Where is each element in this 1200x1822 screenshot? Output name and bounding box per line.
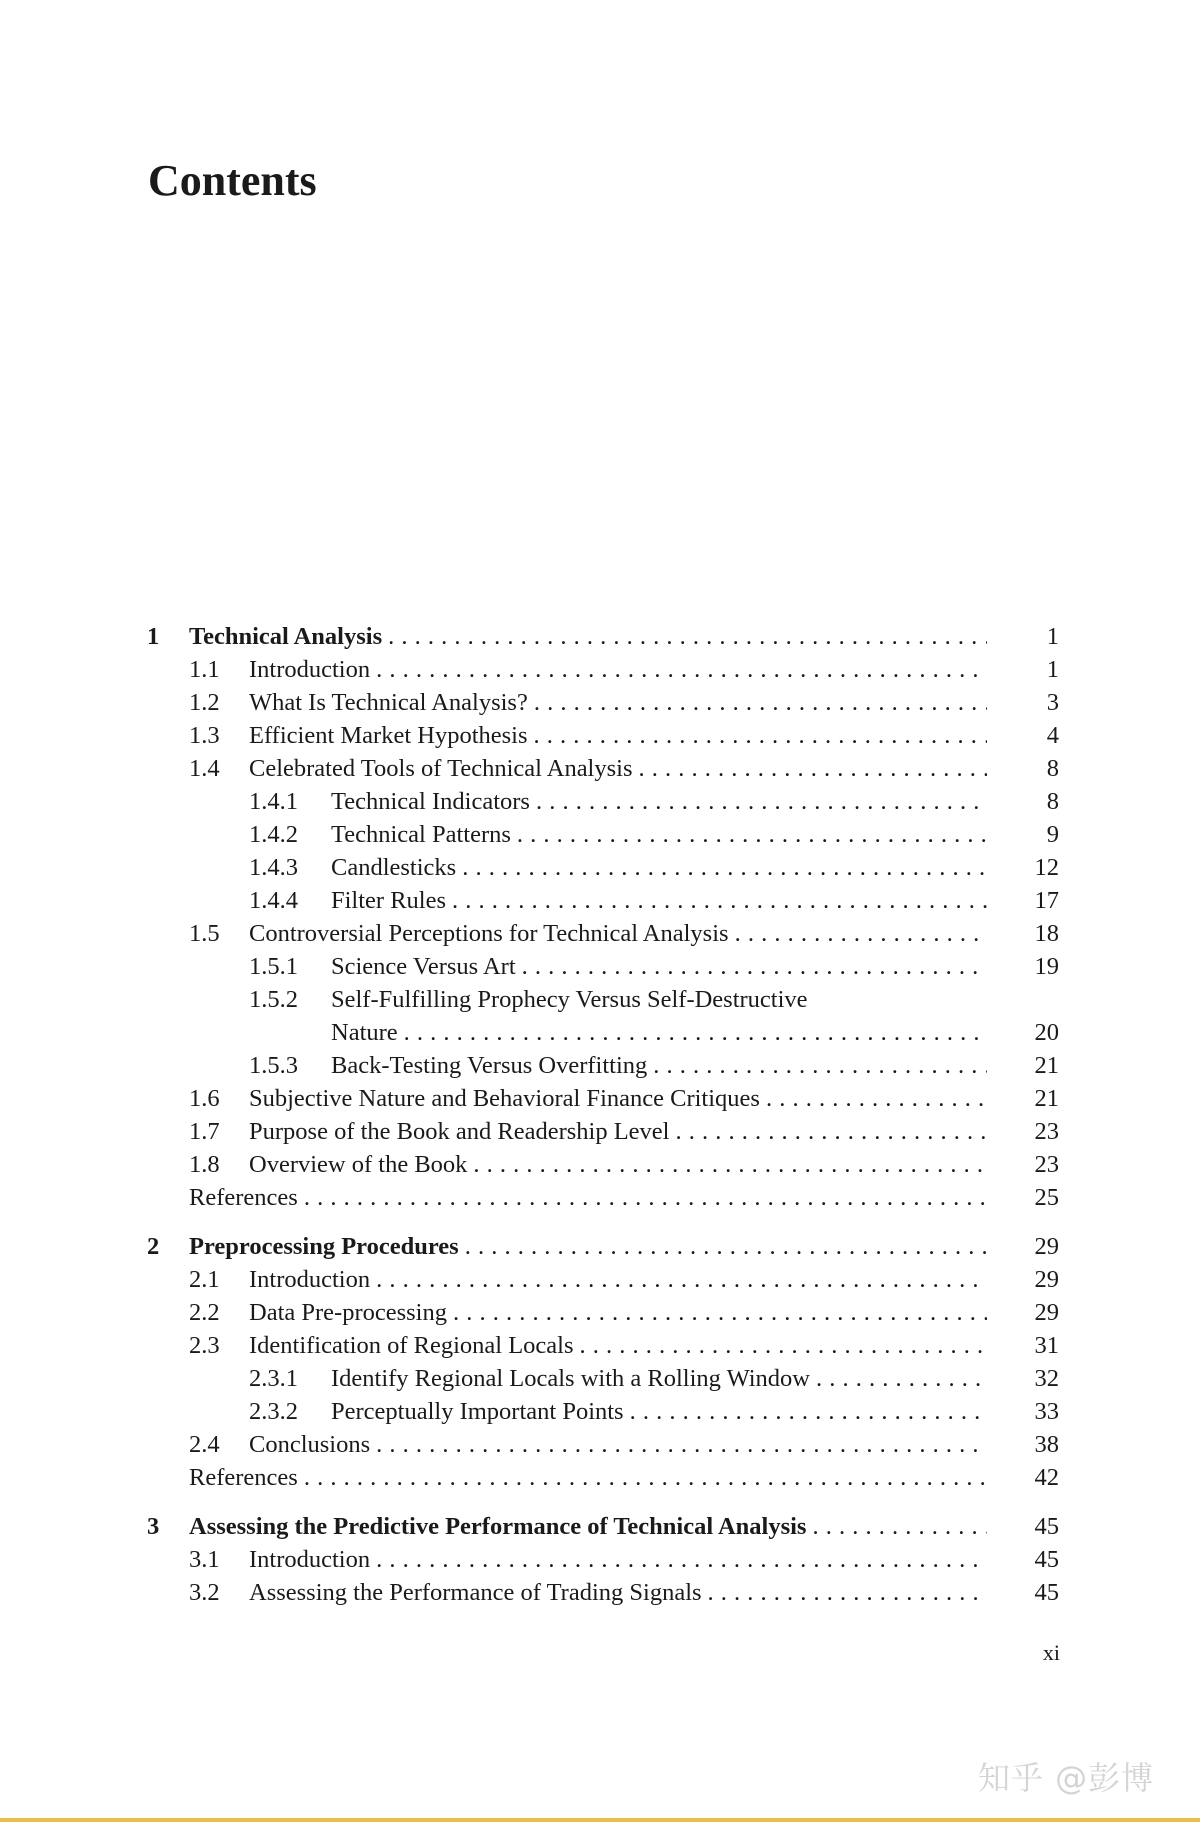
entry-page: 1 [1046,623,1059,650]
entry-page: 29 [1034,1266,1059,1293]
entry-title: Filter Rules [331,887,447,914]
dot-leader [528,686,987,719]
dot-leader [528,719,987,752]
toc-subsection-row[interactable] [147,818,1059,851]
toc-subsection-row[interactable] [147,851,1059,884]
dot-leader [398,1016,987,1049]
entry-number: 1.5.3 [249,1052,298,1079]
page-title: Contents [148,156,317,205]
table-of-contents [147,620,1059,1609]
entry-title: Perceptually Important Points [331,1398,624,1425]
dot-leader [382,620,987,653]
entry-number: 1.4.4 [249,887,298,914]
entry-page: 9 [1046,821,1059,848]
entry-page: 19 [1034,953,1059,980]
entry-page: 12 [1034,854,1059,881]
entry-title: Introduction [249,1266,371,1293]
toc-chapter-row[interactable] [147,1230,1059,1263]
toc-subsection-row[interactable] [147,1049,1059,1082]
entry-page: 8 [1046,755,1059,782]
entry-page: 32 [1034,1365,1059,1392]
entry-title: Subjective Nature and Behavioral Finance Critiques [249,1085,760,1112]
entry-number: 2.4 [189,1431,220,1458]
toc-section-row[interactable] [147,1115,1059,1148]
dot-leader [467,1148,987,1181]
entry-page: 31 [1034,1332,1059,1359]
dot-leader [702,1576,987,1609]
entry-number: 1.4.2 [249,821,298,848]
entry-page: 23 [1034,1151,1059,1178]
entry-page: 18 [1034,920,1059,947]
toc-section-row[interactable] [147,1082,1059,1115]
entry-page: 23 [1034,1118,1059,1145]
entry-page: 21 [1034,1052,1059,1079]
toc-section-row[interactable] [147,1329,1059,1362]
entry-title: Overview of the Book [249,1151,468,1178]
entry-title: Data Pre-processing [249,1299,447,1326]
entry-title: Technical Patterns [331,821,511,848]
toc-section-row[interactable] [147,653,1059,686]
dot-leader [516,950,987,983]
dot-leader [370,1543,987,1576]
dot-leader [633,752,988,785]
entry-number: 1.5 [189,920,220,947]
entry-title: Back-Testing Versus Overfitting [331,1052,648,1079]
entry-title: Celebrated Tools of Technical Analysis [249,755,633,782]
toc-references-row[interactable] [147,1181,1059,1214]
dot-leader [298,1461,987,1494]
entry-page: 25 [1034,1184,1059,1211]
toc-section-row[interactable] [147,1263,1059,1296]
entry-number: 1.3 [189,722,220,749]
entry-number: 2.2 [189,1299,220,1326]
entry-title: References [189,1464,298,1491]
zhihu-watermark: 知乎 @彭博 [978,1759,1155,1797]
toc-subsection-row[interactable] [147,983,1059,1016]
entry-number: 1 [147,623,160,650]
entry-number: 2.3.1 [249,1365,298,1392]
entry-number: 1.8 [189,1151,220,1178]
entry-title: Candlesticks [331,854,457,881]
entry-page: 3 [1046,689,1059,716]
entry-page: 4 [1046,722,1059,749]
entry-page: 1 [1046,656,1059,683]
entry-title: References [189,1184,298,1211]
toc-chapter-row[interactable] [147,620,1059,653]
entry-number: 1.6 [189,1085,220,1112]
toc-section-row[interactable] [147,1428,1059,1461]
entry-title: Technical Analysis [189,623,383,650]
entry-number: 1.7 [189,1118,220,1145]
dot-leader [806,1510,987,1543]
dot-leader [530,785,987,818]
toc-section-row[interactable] [147,1576,1059,1609]
entry-title: Efficient Market Hypothesis [249,722,528,749]
toc-chapter-row[interactable] [147,1510,1059,1543]
entry-number: 1.4.3 [249,854,298,881]
entry-page: 17 [1034,887,1059,914]
entry-number: 2.3.2 [249,1398,298,1425]
toc-section-row[interactable] [147,752,1059,785]
dot-leader [456,851,987,884]
dot-leader [647,1049,987,1082]
entry-number: 2.1 [189,1266,220,1293]
entry-number: 1.5.2 [249,986,298,1013]
dot-leader [370,1428,987,1461]
entry-number: 2.3 [189,1332,220,1359]
entry-number: 1.4 [189,755,220,782]
toc-references-row[interactable] [147,1461,1059,1494]
entry-page: 38 [1034,1431,1059,1458]
dot-leader [729,917,987,950]
dot-leader [447,1296,987,1329]
entry-number: 1.4.1 [249,788,298,815]
entry-page: 29 [1034,1233,1059,1260]
entry-title: Preprocessing Procedures [189,1233,459,1260]
entry-title: Identification of Regional Locals [249,1332,574,1359]
dot-leader [370,653,987,686]
dot-leader [370,1263,987,1296]
bottom-accent-bar [0,1818,1200,1822]
dot-leader [669,1115,987,1148]
entry-title: Self-Fulfilling Prophecy Versus Self-Destructive [331,986,808,1013]
entry-title: Science Versus Art [331,953,516,980]
entry-page: 33 [1034,1398,1059,1425]
entry-number: 2 [147,1233,160,1260]
toc-section-row[interactable] [147,686,1059,719]
toc-section-row[interactable] [147,1543,1059,1576]
dot-leader [446,884,987,917]
toc-subsection-row[interactable] [147,1395,1059,1428]
entry-title-continuation: Nature [331,1019,398,1046]
toc-section-row[interactable] [147,1148,1059,1181]
entry-page: 21 [1034,1085,1059,1112]
entry-page: 45 [1034,1513,1059,1540]
page-number-folio: xi [1042,1640,1060,1665]
entry-title: Assessing the Predictive Performance of Technical Analysis [189,1513,807,1540]
entry-title: Purpose of the Book and Readership Level [249,1118,670,1145]
toc-subsection-row[interactable] [147,950,1059,983]
entry-title: Assessing the Performance of Trading Signals [249,1579,702,1606]
entry-title: Introduction [249,656,371,683]
dot-leader [760,1082,987,1115]
entry-page: 45 [1034,1579,1059,1606]
dot-leader [624,1395,987,1428]
entry-number: 3.1 [189,1546,220,1573]
toc-section-row[interactable] [147,917,1059,950]
toc-section-row[interactable] [147,719,1059,752]
entry-number: 1.1 [189,656,220,683]
dot-leader [511,818,987,851]
entry-number: 1.5.1 [249,953,298,980]
toc-subsection-row[interactable] [147,785,1059,818]
entry-title: Technical Indicators [331,788,530,815]
entry-title: Conclusions [249,1431,371,1458]
entry-page: 20 [1034,1019,1059,1046]
entry-title: Identify Regional Locals with a Rolling Window [331,1365,810,1392]
dot-leader [810,1362,987,1395]
entry-page: 42 [1034,1464,1059,1491]
entry-number: 1.2 [189,689,220,716]
entry-number: 3.2 [189,1579,220,1606]
entry-title: What Is Technical Analysis? [249,689,528,716]
entry-title: Introduction [249,1546,371,1573]
entry-page: 8 [1046,788,1059,815]
entry-page: 29 [1034,1299,1059,1326]
toc-subsection-row[interactable] [147,884,1059,917]
toc-subsection-continuation-row[interactable] [147,1016,1059,1049]
toc-section-row[interactable] [147,1296,1059,1329]
toc-subsection-row[interactable] [147,1362,1059,1395]
dot-leader [298,1181,987,1214]
entry-title: Controversial Perceptions for Technical Analysis [249,920,729,947]
entry-page: 45 [1034,1546,1059,1573]
dot-leader [459,1230,987,1263]
entry-number: 3 [147,1513,160,1540]
dot-leader [574,1329,987,1362]
